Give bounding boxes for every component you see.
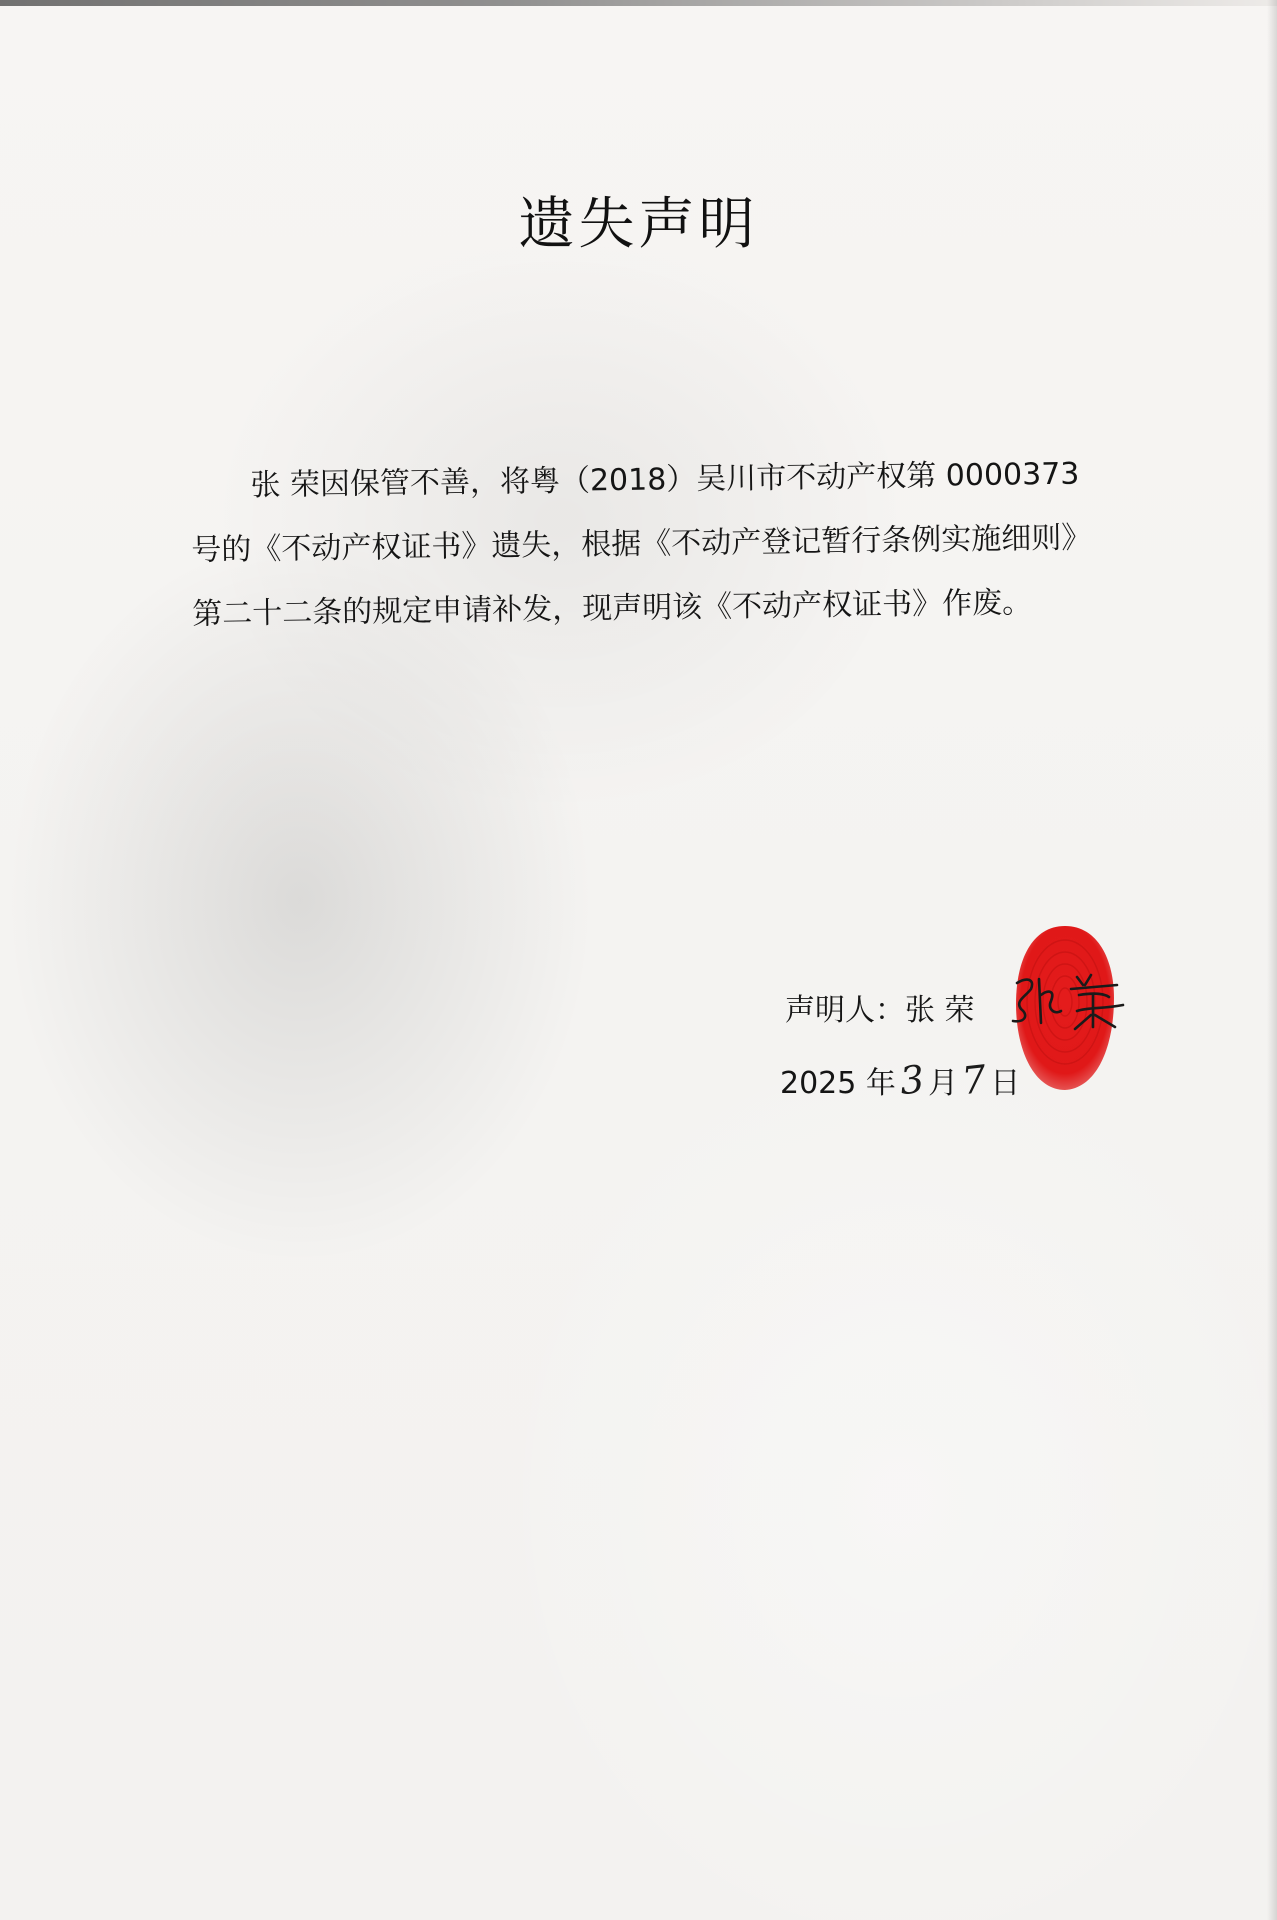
right-edge-shadow xyxy=(1267,0,1277,1920)
handwritten-signature xyxy=(1005,965,1135,1035)
date-day-unit: 日 xyxy=(990,1066,1021,1101)
date-day: 7 xyxy=(959,1056,989,1104)
date-year: 2025 xyxy=(780,1066,857,1101)
body-line-1: 张 荣因保管不善，将粤（2018）吴川市不动产权第 0000373 xyxy=(250,456,1080,504)
body-line-2: 号的《不动产权证书》遗失，根据《不动产登记暂行条例实施细则》 xyxy=(191,520,1092,568)
body-line-3: 第二十二条的规定申请补发，现声明该《不动产权证书》作废。 xyxy=(191,585,1033,632)
date-year-unit: 年 xyxy=(865,1066,896,1101)
declaration-body xyxy=(190,442,1093,647)
date-month-unit: 月 xyxy=(928,1066,959,1101)
top-edge-shadow xyxy=(0,0,1277,6)
declarant-line: 声明人：张 荣 xyxy=(785,993,975,1028)
date-month: 3 xyxy=(897,1056,927,1104)
date-line xyxy=(780,1058,1020,1102)
document-title: 遗失声明 xyxy=(518,192,759,257)
